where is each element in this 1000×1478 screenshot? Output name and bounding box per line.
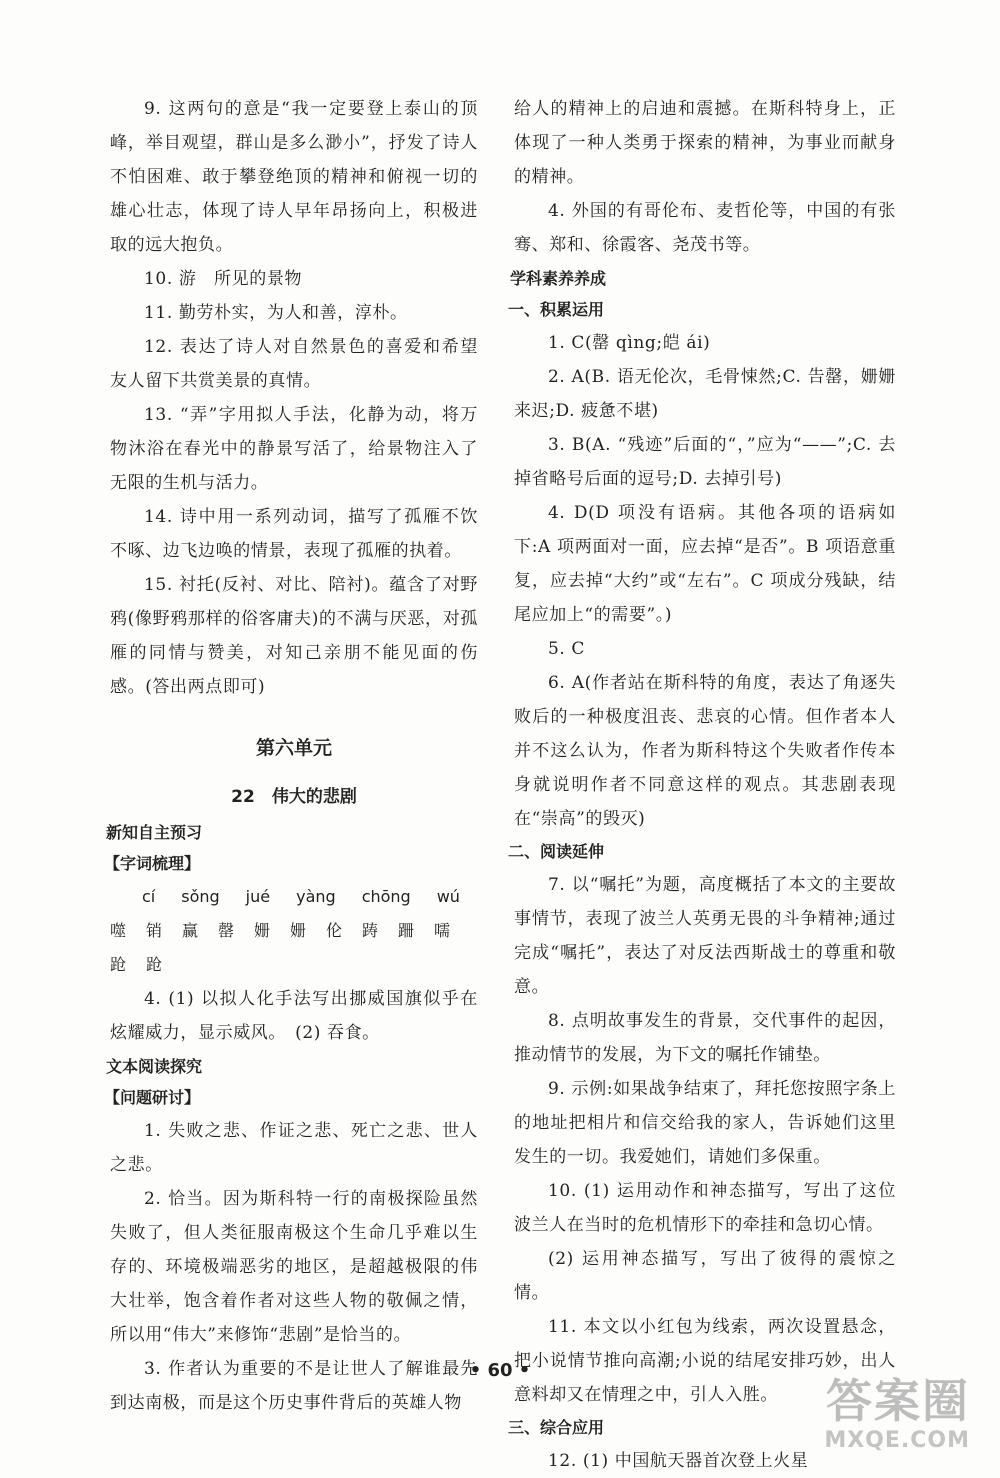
watermark-url: MXQE.COM (824, 1428, 970, 1453)
character-item: 嚅 (434, 921, 451, 940)
subheading-issues: 【问题研讨】 (104, 1088, 201, 1107)
character-row (110, 914, 478, 948)
answer-5: 5. C (548, 639, 586, 659)
character-item: 跄 (146, 955, 163, 974)
section-heading-quality: 学科素养养成 (510, 269, 607, 288)
answer-10: 10. 游 所见的景物 (144, 269, 303, 289)
pinyin-item: jué (245, 887, 271, 906)
answer-9: 9. 示例:如果战争结束了，拜托您按照字条上的地址把相片和信交给我的家人，告诉她们这里发生的一切。我爱她们，请她们多保重。 (514, 1079, 896, 1167)
answer-4: 4. (1) 以拟人化手法写出挪威国旗似乎在炫耀威力，显示威风。 (2) 吞食。 (110, 989, 478, 1043)
continued-text: 给人的精神上的启迪和震撼。在斯科特身上，正体现了一种人类勇于探索的精神，为事业而献身的精神。 (514, 99, 896, 187)
subheading-words: 【字词梳理】 (104, 854, 201, 873)
pinyin-item: yàng (296, 887, 336, 906)
character-item: 罄 (218, 921, 235, 940)
answer-10-2: (2) 运用神态描写，写出了彼得的震惊之情。 (514, 1249, 896, 1303)
answer-10-1: 10. (1) 运用动作和神态描写，写出了这位波兰人在当时的危机情形下的牵挂和急切心情。 (514, 1181, 896, 1235)
character-item: 姗 (254, 921, 271, 940)
character-item: 销 (146, 921, 163, 940)
answer-14: 14. 诗中用一系列动词，描写了孤雁不饮不啄、边飞边唤的情景，表现了孤雁的执着。 (110, 507, 478, 561)
pinyin-item: chōng (361, 887, 411, 906)
question-1: 1. 失败之悲、作证之悲、死亡之悲、世人之悲。 (110, 1121, 478, 1175)
pinyin-item: wú (436, 887, 460, 906)
answer-4: 4. D(D 项没有语病。其他各项的语病如下:A 项两面对一面，应去掉“是否”。B 项语意重复，应去掉“大约”或“左右”。C 项成分残缺，结尾应加上“的需要”。) (514, 503, 896, 625)
pinyin-row (110, 880, 478, 914)
left-column (104, 92, 478, 1420)
character-row (110, 948, 478, 982)
answer-1: 1. C(罄 qìng;皑 ái) (548, 333, 711, 353)
answer-12: 12. 表达了诗人对自然景色的喜爱和希望友人留下共赏美景的真情。 (110, 337, 478, 391)
character-item: 伦 (326, 921, 343, 940)
page-number: • 60 • (469, 1360, 531, 1381)
answer-15: 15. 衬托(反衬、对比、陪衬)。蕴含了对野鸦(像野鸦那样的俗客庸夫)的不满与厌恶，对孤雁的同情与赞美，对知己亲朋不能见面的伤感。(答出两点即可) (110, 575, 478, 697)
section-heading-preview: 新知自主预习 (106, 823, 203, 842)
character-item: 踌 (362, 921, 379, 940)
character-item: 姗 (290, 921, 307, 940)
question-2: 2. 恰当。因为斯科特一行的南极探险虽然失败了，但人类征服南极这个生命几乎难以生存的、环境极端恶劣的地区，是超越极限的伟大壮举，饱含着作者对这些人物的敬佩之情，所以用“伟大”来修饰“悲剧”是恰当的。 (110, 1189, 478, 1345)
answer-13: 13. “弄”字用拟人手法，化静为动，将万物沐浴在春光中的静景写活了，给景物注入了无限的生机与活力。 (110, 405, 478, 493)
subheading-comprehensive: 三、综合应用 (508, 1418, 605, 1437)
answer-11: 11. 本文以小红包为线索，两次设置悬念，把小说情节推向高潮;小说的结尾安排巧妙，出人意料却又在情理之中，引人入胜。 (514, 1317, 896, 1405)
answer-6: 6. A(作者站在斯科特的角度，表达了角逐失败后的一种极度沮丧、悲哀的心情。但作者本人并不这么认为，作者为斯科特这个失败者作传本身就说明作者不同意这样的观点。其悲剧表现在“崇高”的毁灭) (514, 673, 896, 829)
character-item: 噬 (110, 921, 127, 940)
watermark-logo: 答案圈 (826, 1374, 970, 1428)
answer-9: 9. 这两句的意是“我一定要登上泰山的顶峰，举目观望，群山是多么渺小”，抒发了诗人不怕困难、敢于攀登绝顶的精神和俯视一切的雄心壮志，体现了诗人早年昂扬向上，积极进取的远大抱负。 (110, 99, 478, 255)
answer-7: 7. 以“嘱托”为题，高度概括了本文的主要故事情节，表现了波兰人英勇无畏的斗争精神;通过完成“嘱托”，表达了对反法西斯战士的尊重和敬意。 (514, 875, 896, 997)
subheading-accumulate: 一、积累运用 (508, 300, 605, 319)
pinyin-item: cí (142, 887, 156, 906)
pinyin-item: sǒng (181, 887, 220, 906)
subheading-extension: 二、阅读延伸 (508, 842, 605, 861)
unit-title: 第六单元 (255, 737, 332, 759)
right-column (508, 92, 896, 1478)
answer-8: 8. 点明故事发生的背景，交代事件的起因，推动情节的发展，为下文的嘱托作铺垫。 (514, 1011, 896, 1065)
question-3: 3. 作者认为重要的不是让世人了解谁最先到达南极，而是这个历史事件背后的英雄人物 (110, 1359, 478, 1413)
question-4: 4. 外国的有哥伦布、麦哲伦等，中国的有张骞、郑和、徐霞客、尧茂书等。 (514, 201, 896, 255)
answer-11: 11. 勤劳朴实，为人和善，淳朴。 (144, 303, 408, 323)
lesson-title: 22 伟大的悲剧 (231, 787, 357, 807)
answer-2: 2. A(B. 语无伦次，毛骨悚然;C. 告罄，姗姗来迟;D. 疲惫不堪) (514, 367, 896, 421)
watermark (800, 1375, 970, 1467)
character-item: 跚 (398, 921, 415, 940)
character-item: 跄 (110, 955, 127, 974)
section-heading-reading: 文本阅读探究 (106, 1057, 203, 1076)
answer-12: 12. (1) 中国航天器首次登上火星 (548, 1451, 809, 1471)
character-item: 赢 (182, 921, 199, 940)
answer-3: 3. B(A. “残迹”后面的“，”应为“——”;C. 去掉省略号后面的逗号;D. 去掉引号) (514, 435, 896, 489)
